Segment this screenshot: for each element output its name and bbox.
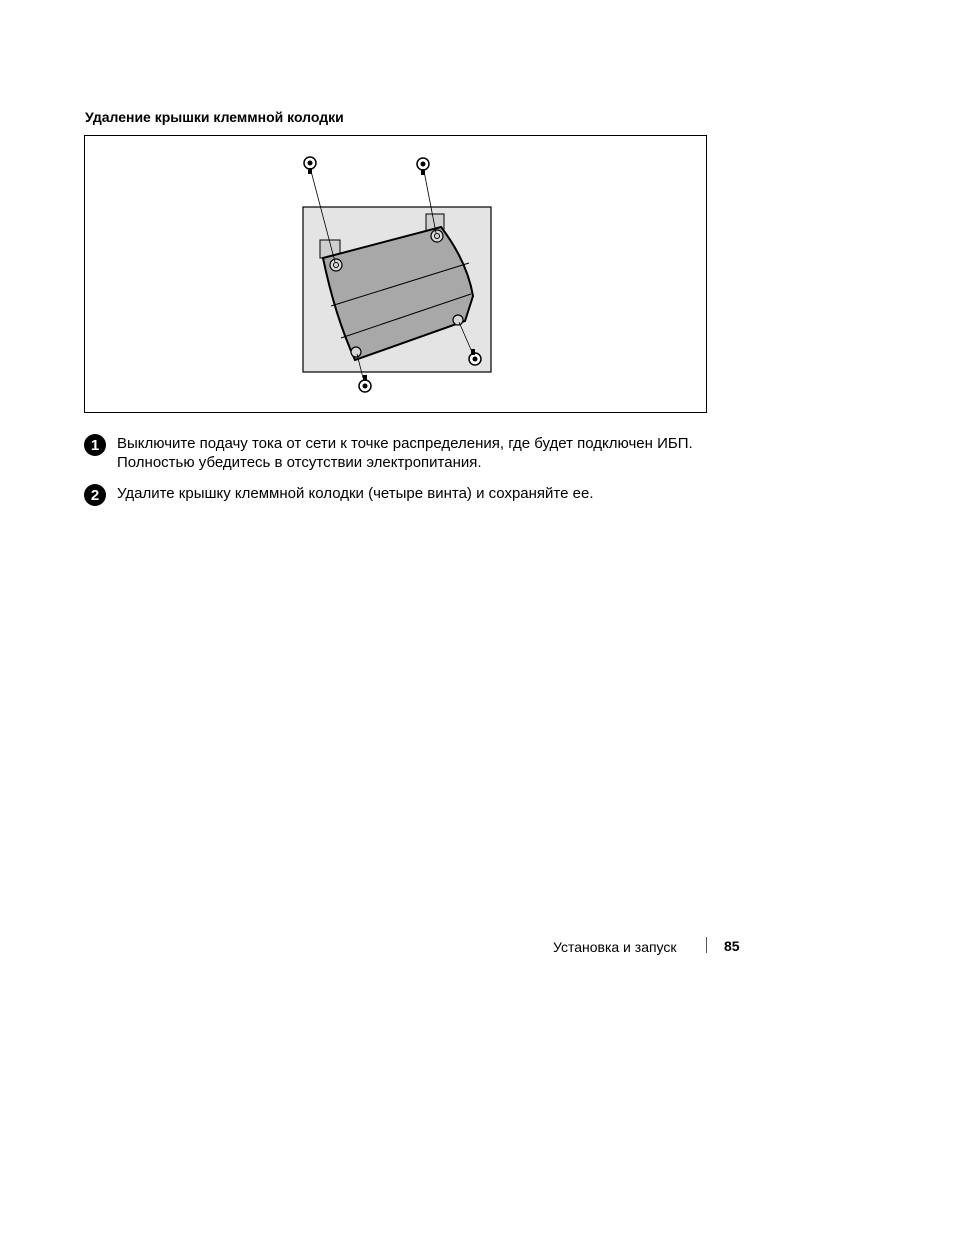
- terminal-cover-drawing: [85, 136, 706, 412]
- figure-caption: Удаление крышки клеммной колодки: [85, 109, 344, 125]
- screw-bottom-left: [359, 375, 371, 392]
- step-text: Выключите подачу тока от сети к точке распределения, где будет подключен ИБП. Полностью убедитесь в отсутствии электропитания.: [117, 435, 693, 471]
- terminal-cover-illustration: [84, 135, 707, 413]
- footer-divider: [706, 937, 707, 953]
- screw-top-left: [304, 157, 316, 174]
- step-2: [84, 484, 754, 506]
- footer-section-title: Установка и запуск: [553, 939, 677, 955]
- step-text: Удалите крышку клеммной колодки (четыре винта) и сохраняйте ее.: [117, 485, 594, 502]
- screw-top-right: [417, 158, 429, 175]
- page-footer: [540, 937, 740, 957]
- step-number-badge: 1: [84, 434, 106, 456]
- step-number-badge: 2: [84, 484, 106, 506]
- page-number: 85: [724, 938, 740, 954]
- step-1: [84, 434, 754, 472]
